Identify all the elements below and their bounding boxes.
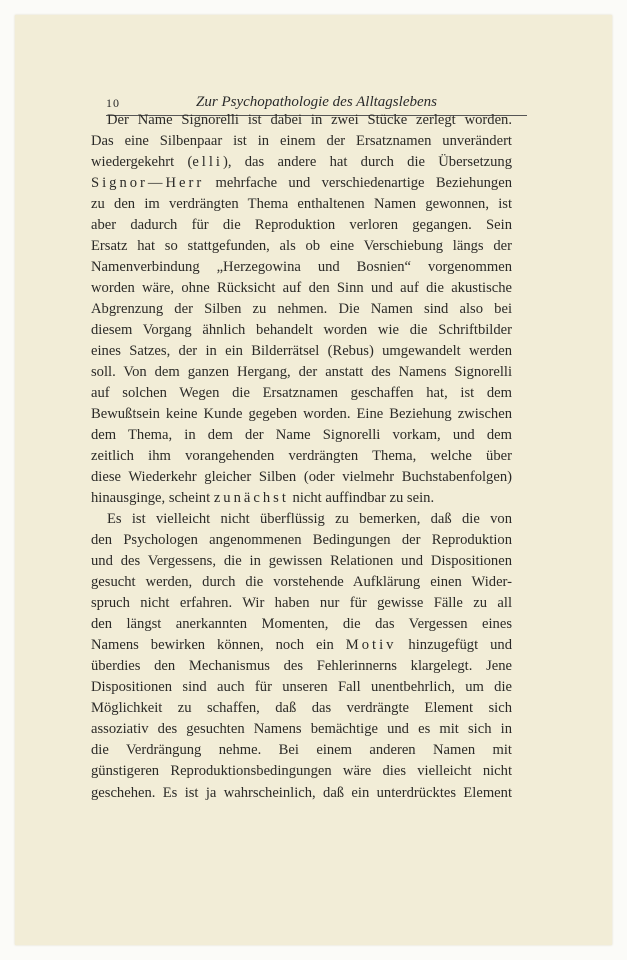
text-segment: spruch nicht erfahren. Wir haben nur für gewisse Fälle zu all	[91, 595, 512, 612]
text-segment: zu den im verdrängten Thema enthaltenen Namen gewonnen, ist	[91, 196, 512, 213]
text-segment: günstigeren Reproduktionsbedingungen wäre dies vielleicht nicht	[91, 763, 512, 780]
text-segment: Ersatz hat so stattgefunden, als ob eine Verschiebung längs der	[91, 238, 512, 255]
text-segment: assoziativ des gesuchten Namens bemächtige und es mit sich in	[91, 721, 512, 738]
text-line	[91, 362, 512, 383]
text-segment: den Psychologen angenommenen Bedingungen der Reproduktion	[91, 532, 512, 549]
text-segment: nicht auffindbar zu sein.	[288, 490, 435, 507]
spaced-emphasis: Motiv	[345, 637, 397, 654]
text-line	[91, 320, 512, 341]
text-line	[91, 341, 512, 362]
text-segment: Möglichkeit zu schaffen, daß das verdrängte Element sich	[91, 700, 512, 717]
text-segment: überdies den Mechanismus des Fehlerinnerns klargelegt. Jene	[91, 658, 512, 675]
text-line	[91, 425, 512, 446]
text-segment: zeitlich ihm vorangehenden verdrängten Thema, welche über	[91, 448, 512, 465]
text-segment: hinzugefügt und	[396, 637, 512, 654]
text-segment: Namenverbindung „Herzegowina und Bosnien“ vorgenommen	[91, 259, 512, 276]
text-segment: geschehen. Es ist ja wahrscheinlich, daß ein unterdrücktes Element	[91, 784, 512, 801]
text-line	[91, 467, 512, 488]
text-line	[91, 131, 512, 152]
text-segment: wiedergekehrt (	[91, 154, 193, 171]
text-segment: Dispositionen sind auch für unseren Fall unentbehrlich, um die	[91, 679, 512, 696]
text-line	[91, 236, 512, 257]
text-line	[91, 446, 512, 467]
text-segment: gesucht werden, durch die vorstehende Aufklärung einen Wider-	[91, 574, 512, 591]
text-line	[91, 719, 512, 740]
text-line	[91, 299, 512, 320]
text-line	[91, 278, 512, 299]
text-line	[91, 593, 512, 614]
text-line	[91, 656, 512, 677]
text-line	[91, 698, 512, 719]
text-line	[91, 761, 512, 782]
text-line	[91, 572, 512, 593]
text-segment: auf solchen Wegen die Ersatznamen geschaffen hat, ist dem	[91, 385, 512, 402]
text-segment: diese Wiederkehr gleicher Silben (oder vielmehr Buchstabenfolgen)	[91, 469, 512, 486]
spaced-emphasis: elli	[192, 154, 223, 171]
text-segment: die Verdrängung nehme. Bei einem anderen Namen mit	[91, 742, 512, 759]
text-line	[91, 614, 512, 635]
text-line	[91, 110, 512, 131]
text-segment: eines Satzes, der in ein Bilderrätsel (Rebus) umgewandelt werden	[91, 343, 512, 360]
text-segment: den längst anerkannten Momenten, die das Vergessen eines	[91, 616, 512, 633]
text-segment: diesem Vorgang ähnlich behandelt worden wie die Schriftbilder	[91, 322, 512, 339]
text-segment: Bewußtsein keine Kunde gegeben worden. Eine Beziehung zwischen	[91, 406, 512, 423]
text-segment: dem Thema, in dem der Name Signorelli vorkam, und dem	[91, 427, 512, 444]
text-line	[91, 740, 512, 761]
text-line	[91, 509, 512, 530]
text-line	[91, 551, 512, 572]
text-line	[91, 194, 512, 215]
text-line	[91, 257, 512, 278]
text-segment: Das eine Silbenpaar ist in einem der Ersatznamen unverändert	[91, 133, 512, 150]
page-number: 10	[106, 96, 120, 110]
body-text	[91, 110, 512, 804]
text-line	[91, 404, 512, 425]
text-segment: aber dadurch für die Reproduktion verloren gegangen. Sein	[91, 217, 512, 234]
text-segment: und des Vergessens, die in gewissen Relationen und Dispositionen	[91, 553, 512, 570]
text-segment: Abgrenzung der Silben zu nehmen. Die Namen sind also bei	[91, 301, 512, 318]
spaced-emphasis: Signor—Herr	[91, 175, 205, 192]
text-segment: mehrfache und verschiedenartige Beziehungen	[204, 175, 512, 192]
text-segment: Namens bewirken können, noch ein	[91, 637, 346, 654]
text-segment: hinausginge, scheint	[91, 490, 214, 507]
text-line	[91, 215, 512, 236]
text-segment: soll. Von dem ganzen Hergang, der anstatt des Namens Signorelli	[91, 364, 512, 381]
text-segment: ), das andere hat durch die Übersetzung	[222, 154, 512, 171]
text-line	[91, 488, 512, 509]
text-segment: Der Name Signorelli ist dabei in zwei Stücke zerlegt worden.	[107, 112, 512, 128]
text-line	[91, 173, 512, 194]
spaced-emphasis: zunächst	[213, 490, 289, 507]
text-line	[91, 635, 512, 656]
text-segment: Es ist vielleicht nicht überflüssig zu bemerken, daß die von	[107, 511, 512, 528]
text-segment: worden wäre, ohne Rücksicht auf den Sinn und auf die akustische	[91, 280, 512, 297]
text-line	[91, 152, 512, 173]
text-line	[91, 530, 512, 551]
text-line	[91, 783, 512, 804]
running-title: Zur Psychopathologie des Alltagslebens	[196, 94, 437, 110]
text-line	[91, 383, 512, 404]
text-line	[91, 677, 512, 698]
